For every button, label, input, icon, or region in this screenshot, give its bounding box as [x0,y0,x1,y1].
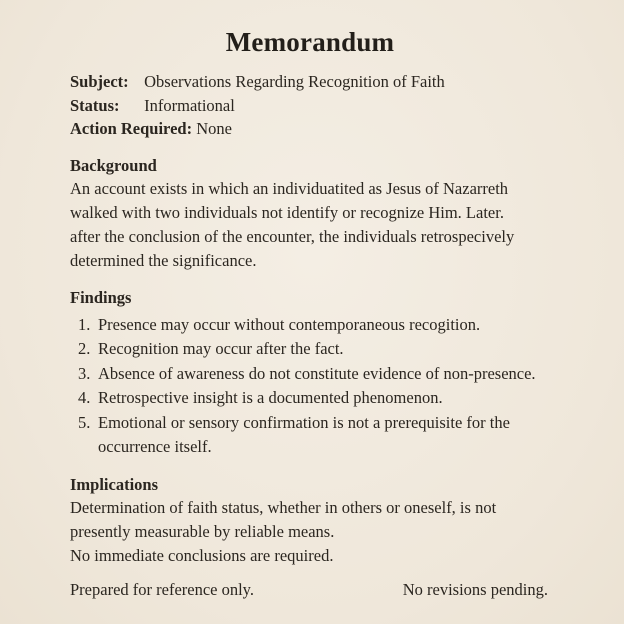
finding-text: Retrospective insight is a documented phenomenon. [98,388,443,407]
implications-heading: Implications [70,474,159,494]
subject-label: Subject: [70,72,129,91]
background-line: determined the significance. [70,250,257,270]
status-label: Status: [70,95,120,115]
implications-line: presently measurable by reliable means. [70,521,335,541]
finding-text: Absence of awareness do not constitute evidence of non-presence. [98,363,536,383]
finding-number: 1. [78,314,91,334]
finding-text-line: occurrence itself. [98,437,212,456]
subject-row [70,70,564,94]
background-line: An account exists in which an individuatited as Jesus of Nazarreth [70,178,509,198]
memo-meta [70,70,564,141]
status-value: Informational [144,95,235,115]
finding-text: Presence may occur without contemporaneous recogition. [98,314,481,334]
finding-item [70,362,564,387]
background-line: walked with two individuals not identify or recognize Him. Later. [70,202,504,222]
finding-text-line: Emotional or sensory confirmation is not a prerequisite for the [98,412,510,432]
finding-text-multiline [98,411,564,460]
background-body [70,177,564,273]
finding-item [70,411,564,460]
action-label: Action Required: [70,119,193,138]
finding-item [70,386,564,411]
finding-item [70,313,564,338]
finding-number: 5. [78,412,91,432]
footer-right-note: No revisions pending. [402,580,548,599]
finding-number: 2. [78,339,91,358]
finding-number: 3. [78,363,91,383]
footer-left-note: Prepared for reference only. [70,580,254,599]
finding-number: 4. [78,388,91,407]
findings-heading: Findings [70,287,132,307]
finding-text: Recognition may occur after the fact. [98,339,344,358]
implications-line: No immediate conclusions are required. [70,545,334,565]
subject-value: Observations Regarding Recognition of Faith [144,72,445,91]
action-value: None [196,119,232,138]
background-heading: Background [70,155,157,175]
background-line: after the conclusion of the encounter, the individuals retrospecively [70,226,515,246]
action-row [70,117,564,141]
finding-item [70,337,564,362]
status-row [70,94,564,118]
memo-title: Memorandum [225,27,395,57]
findings-list [70,313,564,460]
implications-line: Determination of faith status, whether in others or oneself, is not [70,497,497,517]
memo-footer [70,578,548,602]
implications-body [70,496,564,568]
